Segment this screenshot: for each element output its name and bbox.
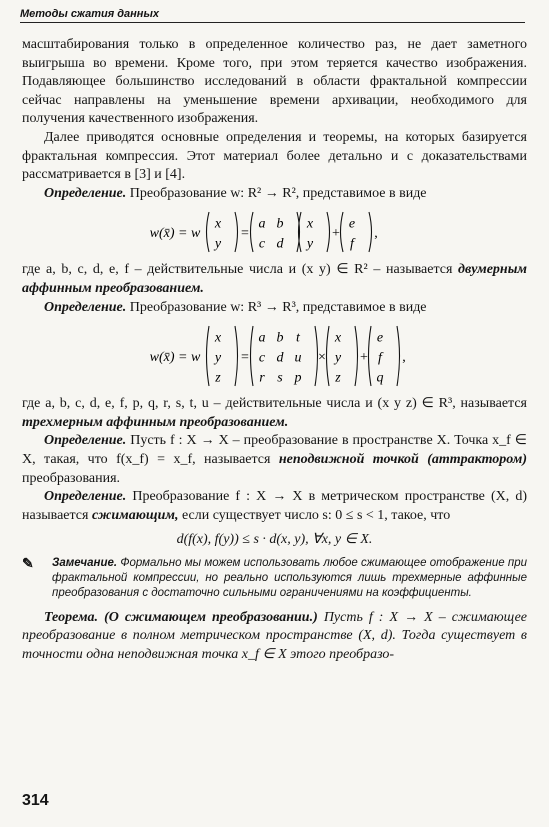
f2-matrix-cell: c <box>258 350 265 366</box>
f1-vec2-cell: y <box>306 236 313 252</box>
pencil-icon: ✎ <box>22 554 34 571</box>
definition-2-emphasis: трехмерным аффинным преобразованием. <box>22 414 289 430</box>
f2-vec2-lparen <box>326 326 329 386</box>
f1-eq: = <box>240 226 249 242</box>
f2-shift-rparen <box>397 326 400 386</box>
f2-vec-cell: y <box>214 350 221 366</box>
running-header <box>20 8 525 23</box>
f1-matrix-lparen <box>250 212 253 252</box>
f2-shift-cell: q <box>376 370 383 386</box>
definition-1-text: Преобразование w: R² → R², представимое в виде <box>129 185 427 201</box>
definition-2-after: где a, b, c, d, e, f, p, q, r, s, t, u – действительные числа и (x y z) ∈ R³, называется <box>22 396 527 412</box>
formula-3d-affine <box>22 323 527 389</box>
page-body <box>22 36 527 665</box>
f2-matrix-cell: d <box>276 350 283 366</box>
f2-eq: = <box>240 350 249 366</box>
remark-block <box>22 556 527 601</box>
definition-3 <box>22 432 527 488</box>
f2-matrix-cell: t <box>295 330 300 346</box>
f2-shift-cell: e <box>376 330 383 346</box>
definition-3-text-b: преобразования. <box>22 470 121 486</box>
definition-2-text: Преобразование w: R³ → R³, представимое в виде <box>129 299 427 315</box>
definition-3-text-a: Пусть f : X → X – преобразование в пространстве X. Точка x_f ∈ X, такая, что f(x_f) = x_f, называется <box>22 433 527 467</box>
f1-vec-lparen <box>206 212 209 252</box>
f2-plus: + <box>359 350 368 366</box>
theorem-term: Теорема. (О сжимающем преобразовании.) <box>44 609 318 625</box>
remark-lead: Замечание. <box>52 556 118 569</box>
f2-matrix-cell: b <box>276 330 283 346</box>
definition-4-emphasis: сжимающим, <box>91 507 179 523</box>
definition-1 <box>22 185 527 204</box>
f2-vec-cell: x <box>214 330 221 346</box>
f2-comma: , <box>401 350 406 366</box>
f1-vec-cell: y <box>214 236 221 252</box>
contraction-inequality: d(f(x), f(y)) ≤ s · d(x, y), ∀x, y ∈ X. <box>176 532 373 548</box>
f2-matrix-cell: r <box>258 370 265 386</box>
theorem <box>22 609 527 665</box>
theorem-text: Пусть f : X → X – сжимающее преобразование в полном метрическом пространстве (X, d). Тогда существует в точности одна неподвижная точка x_f ∈ X этого преобразо- <box>22 609 527 663</box>
f1-vec2-cell: x <box>306 216 313 232</box>
definition-4-text-b: если существует число s: 0 ≤ s < 1, такое, что <box>181 507 451 523</box>
definition-3-emphasis: неподвижной точкой (аттрактором) <box>278 451 528 467</box>
f2-vec2-cell: y <box>334 350 341 366</box>
f2-shift-lparen <box>368 326 371 386</box>
definition-2 <box>22 299 527 318</box>
formula-2d-svg <box>145 209 405 255</box>
definition-4-text-a: Преобразование f : X → X в метрическом пространстве (X, d) называется <box>22 489 527 523</box>
f1-vec-rparen <box>235 212 238 252</box>
f1-vec2-rparen <box>327 212 330 252</box>
definition-1-emphasis: двумерным аффинным преобразованием. <box>22 262 527 296</box>
definition-1-continuation <box>22 261 527 298</box>
f2-vec-cell: z <box>214 370 221 386</box>
definition-4-term: Определение. <box>44 489 127 505</box>
f2-vec-rparen <box>235 326 238 386</box>
formula-3d-svg <box>145 323 405 389</box>
f2-vec2-rparen <box>355 326 358 386</box>
definition-3-term: Определение. <box>44 433 127 449</box>
definition-2-continuation <box>22 395 527 432</box>
f1-matrix-cell: b <box>276 216 283 232</box>
f2-matrix-lparen <box>250 326 253 386</box>
f2-vec2-cell: z <box>334 370 341 386</box>
f2-matrix-cell: a <box>258 330 265 346</box>
f1-shift-cell: f <box>349 236 354 252</box>
f1-shift-lparen <box>340 212 343 252</box>
definition-2-term: Определение. <box>44 299 127 315</box>
paragraph-1: масштабирования только в определенное количество раз, не дает заметного выигрыша во времени. Кроме того, при этом теряется качество изображения. Подавляющее большинство исследований в области фрактальной компрессии сейчас направлены на уменьшение времени архивации, необходимого для получения качественного изображения. <box>22 37 527 127</box>
running-title: Методы сжатия данных <box>20 8 159 20</box>
f2-matrix-cell: u <box>294 350 301 366</box>
f1-matrix-cell: c <box>258 236 265 252</box>
f2-lhs: w(x̄) = w <box>149 350 200 366</box>
f2-matrix-cell: s <box>276 370 283 386</box>
f1-lhs: w(x̄) = w <box>149 226 200 242</box>
definition-1-after: где a, b, c, d, e, f – действительные числа и (x y) ∈ R² – называется <box>22 262 453 278</box>
definition-1-term: Определение. <box>44 185 127 201</box>
f2-matrix-cell: p <box>294 370 301 386</box>
f2-vec2-cell: x <box>334 330 341 346</box>
f1-comma: , <box>373 226 378 242</box>
f1-matrix-cell: a <box>258 216 265 232</box>
formula-2d-affine <box>22 209 527 255</box>
f1-matrix-cell: d <box>276 236 283 252</box>
f1-shift-cell: e <box>348 216 355 232</box>
remark-text <box>52 556 527 601</box>
f2-vec-lparen <box>206 326 209 386</box>
remark-body: Формально мы можем использовать любое сжимающее отображение при фрактальной компрессии, но реально используются лишь трехмерные аффинные преобразования с достаточно сильными ограничениями на коэффициенты. <box>52 556 527 599</box>
page-number: 314 <box>22 792 49 809</box>
f1-shift-rparen <box>369 212 372 252</box>
f1-vec-cell: x <box>214 216 221 232</box>
f2-shift-cell: f <box>377 350 382 366</box>
paragraph-2: Далее приводятся основные определения и теоремы, на которых базируется фрактальная компрессия. Этот материал более детально и с доказательствами рассматривается в [3] и [4]. <box>22 129 527 183</box>
definition-4 <box>22 488 527 525</box>
f1-plus: + <box>331 226 340 242</box>
f2-times: × <box>317 350 326 366</box>
